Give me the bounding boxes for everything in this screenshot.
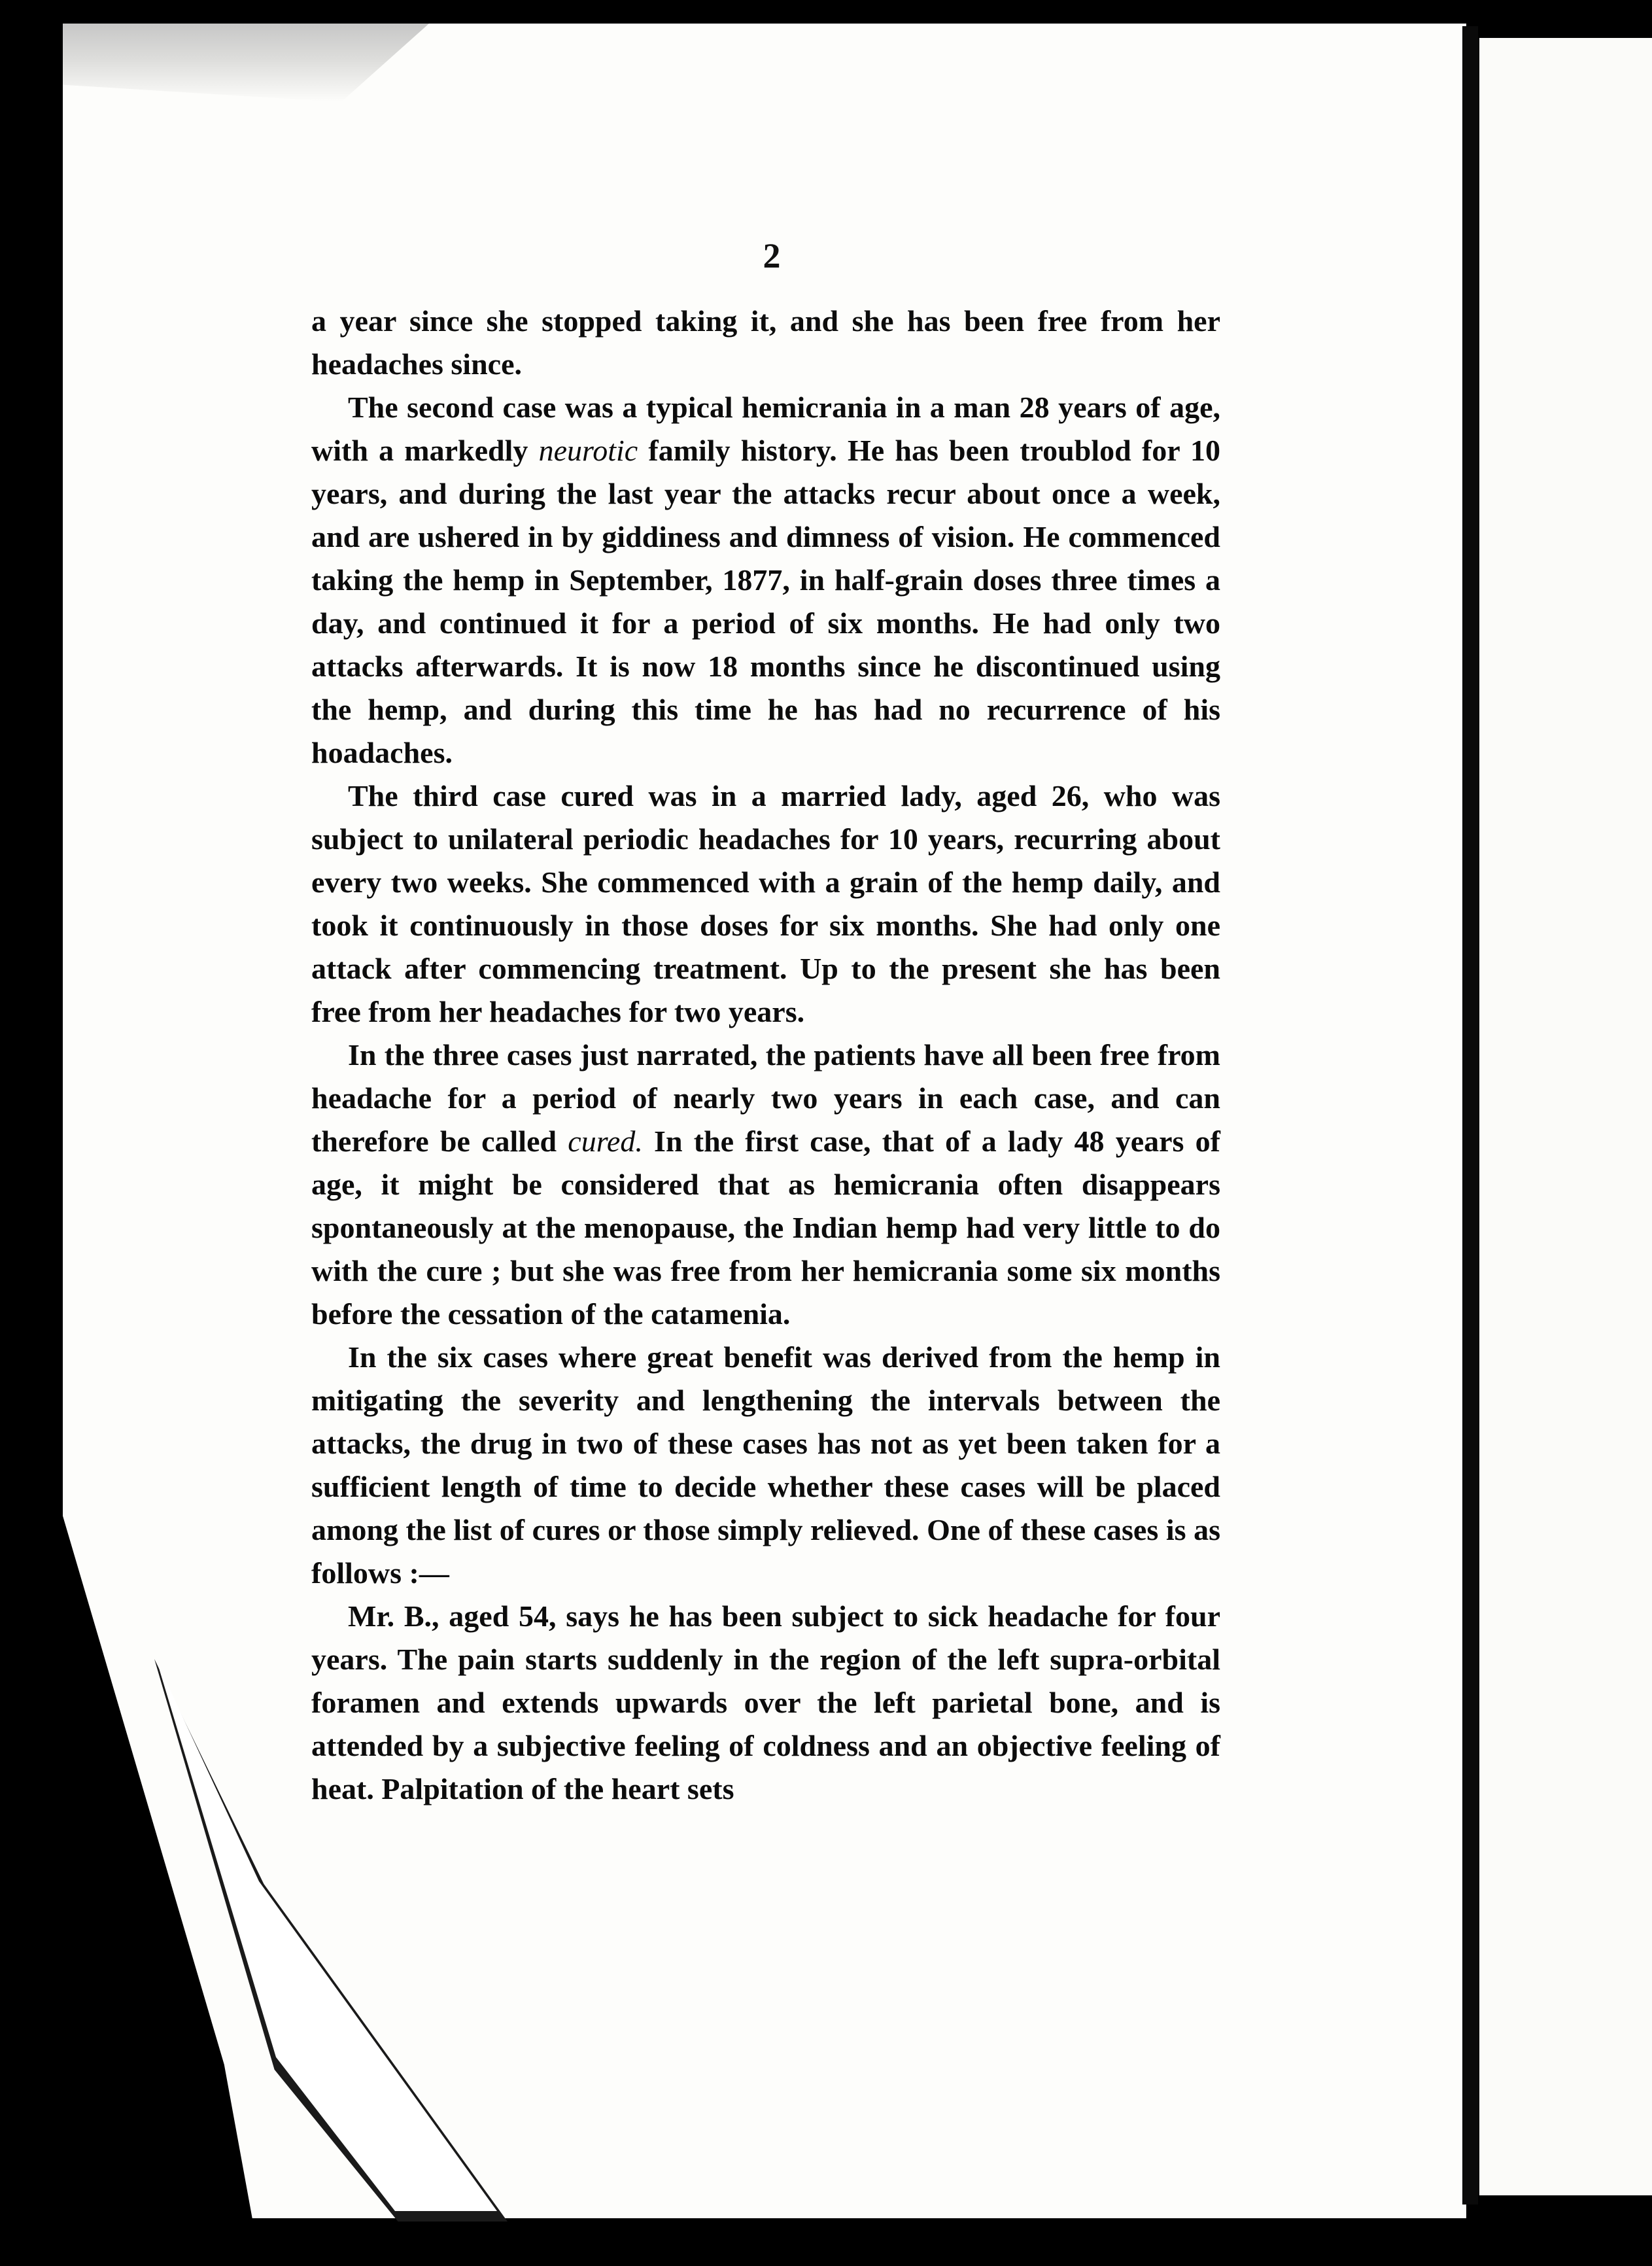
paragraph-text: a year since she stopped taking it, and she has been free from her headaches since. bbox=[311, 304, 1220, 381]
paragraph bbox=[311, 775, 1220, 1034]
paragraph-text: In the three cases just narrated, the patients have all been free from headache for a period of nearly two years in each case, and can therefore be called bbox=[311, 1038, 1220, 1158]
paragraph bbox=[311, 1336, 1220, 1595]
italic-text: neurotic bbox=[538, 434, 638, 467]
paragraph-text: The third case cured was in a married lady, aged 26, who was subject to unilateral periodic headaches for 10 years, recurring about every two weeks. She commenced with a grain of the hemp daily, and took it continuously in those doses for six months. She had only one attack after commencing treatment. Up to the present she has been free from her headaches for two years. bbox=[311, 779, 1220, 1028]
paragraph bbox=[311, 300, 1220, 386]
body-text bbox=[311, 300, 1220, 1811]
paragraph bbox=[311, 1034, 1220, 1336]
page-gutter bbox=[1462, 26, 1478, 2205]
page-number: 2 bbox=[763, 236, 781, 275]
adjacent-page-edge bbox=[1479, 38, 1652, 2195]
paragraph-text: In the six cases where great benefit was derived from the hemp in mitigating the severity and lengthening the intervals between the attacks, the drug in two of these cases has not as yet been taken for a sufficient length of time to decide whether these cases will be placed among the list of cures or those simply relieved. One of these cases is as follows :— bbox=[311, 1340, 1220, 1590]
paragraph-text: The second case was a typical hemicrania in a man 28 years of age, with a markedly bbox=[311, 391, 1220, 467]
paragraph bbox=[311, 386, 1220, 775]
italic-text: cured. bbox=[568, 1124, 643, 1158]
paragraph-text: In the first case, that of a lady 48 years of age, it might be considered that as hemicrania often disappears spontaneously at the menopause, the Indian hemp had very little to do with the cure ; but she was free from her hemicrania some six months before the cessation of the catamenia. bbox=[311, 1124, 1220, 1331]
paragraph-text: family history. He has been troublod for 10 years, and during the last year the attacks recur about once a week, and are ushered in by giddiness and dimness of vision. He commenced taking the hemp in September, 1877, in half-grain doses three times a day, and continued it for a period of six months. He had only two attacks afterwards. It is now 18 months since he discontinued using the hemp, and during this time he has had no recurrence of his hoadaches. bbox=[311, 434, 1220, 769]
paragraph-text: Mr. B., aged 54, says he has been subject to sick headache for four years. The pain starts suddenly in the region of the left supra-orbital foramen and extends upwards over the left parietal bone, and is attended by a subjective feeling of coldness and an objective feeling of heat. Palpitation of the heart sets bbox=[311, 1599, 1220, 1805]
paragraph bbox=[311, 1595, 1220, 1811]
